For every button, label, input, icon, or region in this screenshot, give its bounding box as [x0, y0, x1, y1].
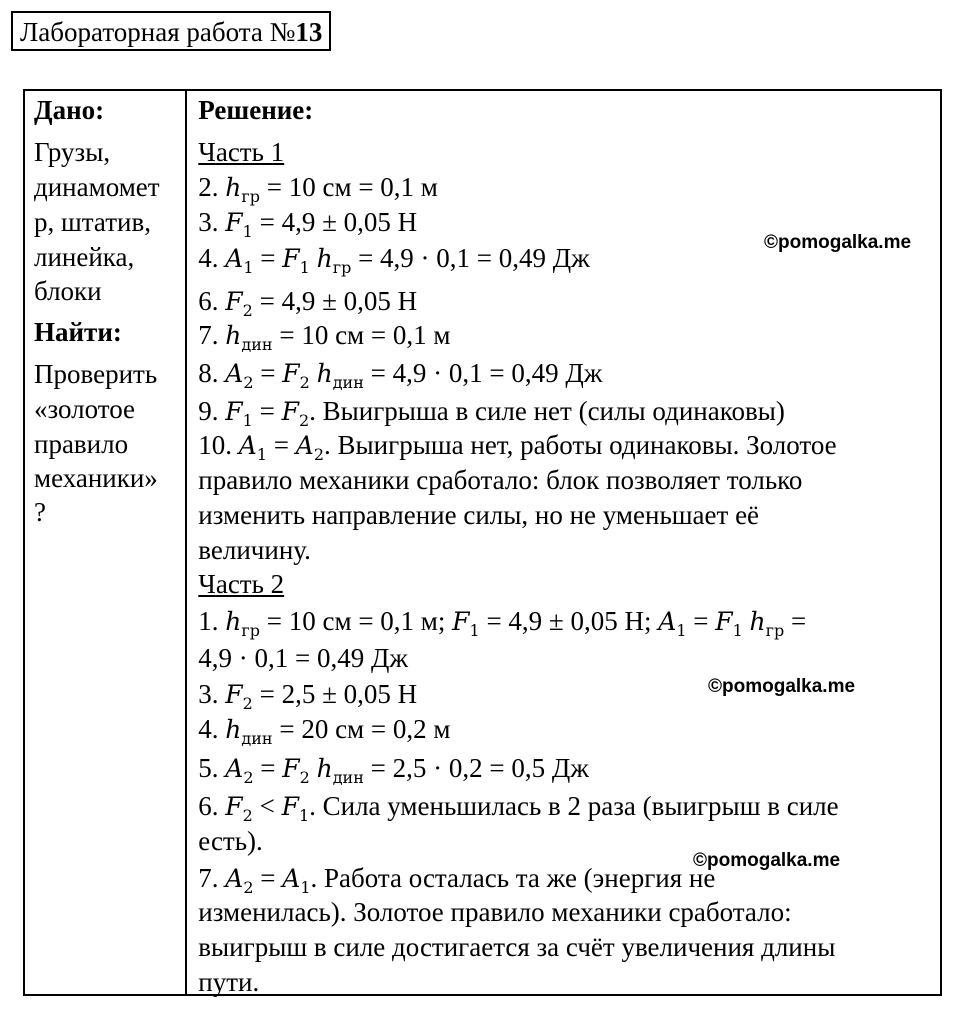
part-2-heading: Часть 2: [198, 569, 285, 599]
solution-line: 10. $A_1 = A_2$. Выигрыша нет, работы одинаковы. Золотое: [198, 430, 837, 464]
solution-line: 4. $h_{дин} = 20$ см = 0,2 м: [198, 714, 451, 748]
given-column: [24, 90, 186, 995]
lab-number: 13: [295, 17, 323, 47]
solution-line: 7. $h_{дин} = 10$ см = 0,1 м: [198, 320, 451, 354]
solution-heading: Решение:: [198, 95, 314, 125]
solution-line: пути.: [198, 967, 260, 997]
solution-line: 6. $F_2 = 4,9 \pm 0,05$ Н: [198, 286, 418, 320]
given-item-line: р, штатив,: [34, 207, 151, 237]
solution-line: 6. $F_2 < F_1$. Сила уменьшилась в 2 раза (выигрыш в силе: [198, 791, 839, 825]
find-heading: Найти:: [34, 317, 122, 347]
page-title: Лабораторная работа №13: [11, 11, 331, 51]
solution-line: правило механики сработало: блок позволяет только: [198, 465, 803, 495]
watermark: ©pomogalka.me: [693, 850, 841, 871]
find-line: ?: [34, 497, 46, 527]
watermark: ©pomogalka.me: [764, 232, 912, 253]
find-line: механики»: [34, 463, 158, 493]
solution-line: 4. $A_1 = F_1$ $h_{гр} = 4,9 \cdot 0,1 = 0,49$ Дж: [198, 243, 590, 277]
solution-line: 7. $A_2 = A_1$. Работа осталась та же (энергия не: [198, 863, 716, 897]
solution-line: 3. $F_2 = 2,5 \pm 0,05$ Н: [198, 679, 418, 713]
solution-line: 5. $A_2 = F_2$ $h_{дин} = 2,5 \cdot 0,2 = 0,5$ Дж: [198, 753, 589, 787]
solution-line: 4,9 · 0,1 = 0,49 Дж: [198, 643, 409, 673]
solution-line: 1. $h_{гр} = 10$ см = 0,1 м; $F_1 = 4,9 \pm 0,05$ Н; $A_1 = F_1$ $h_{гр}$ =: [198, 606, 807, 640]
solution-line: величину.: [198, 535, 311, 565]
solution-line: 8. $A_2 = F_2$ $h_{дин} = 4,9 \cdot 0,1 = 0,49$ Дж: [198, 358, 603, 392]
find-line: Проверить: [34, 359, 158, 389]
find-line: правило: [34, 429, 129, 459]
part-1-heading: Часть 1: [198, 137, 285, 167]
solution-line: изменилась). Золотое правило механики сработало:: [198, 897, 792, 927]
solution-line: 2. $h_{гр} = 10$ см = 0,1 м: [198, 172, 438, 206]
solution-line: выигрыш в силе достигается за счёт увеличения длины: [198, 932, 836, 962]
solution-line: 3. $F_1 = 4,9 \pm 0,05$ Н: [198, 207, 418, 241]
find-line: «золотое: [34, 394, 136, 424]
given-item-line: блоки: [34, 276, 102, 306]
solution-line: 9. $F_1 = F_2$. Выигрыша в силе нет (силы одинаковы): [198, 396, 785, 430]
solution-line: изменить направление силы, но не уменьшает её: [198, 500, 760, 530]
given-item-line: динамомет: [34, 172, 160, 202]
given-heading: Дано:: [34, 95, 105, 125]
given-item-line: линейка,: [34, 242, 135, 272]
given-item-line: Грузы,: [34, 137, 111, 167]
solution-line: есть).: [198, 826, 263, 856]
watermark: ©pomogalka.me: [708, 676, 856, 697]
